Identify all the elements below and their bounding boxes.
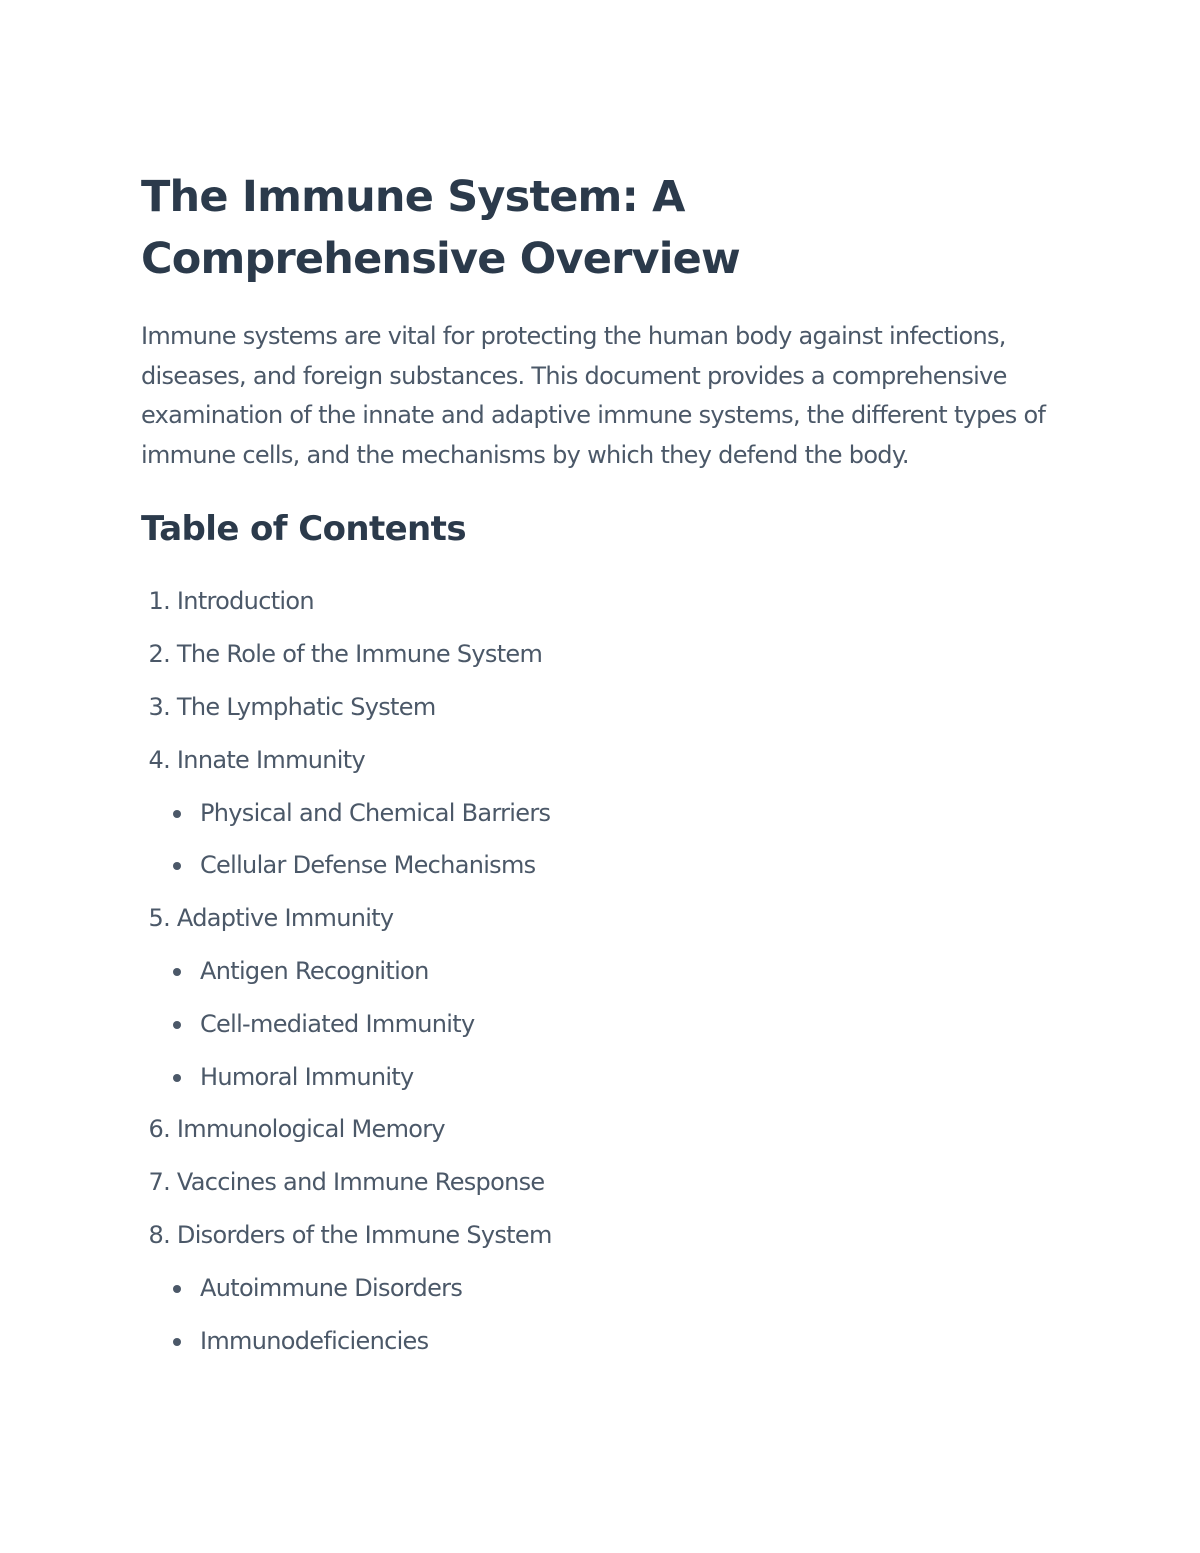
bullet-icon xyxy=(173,862,181,870)
toc-item-label: Introduction xyxy=(170,587,314,616)
toc-item xyxy=(141,1156,1061,1209)
toc-item-number: 8. xyxy=(148,1220,170,1249)
bullet-icon xyxy=(173,810,181,818)
toc-subitem xyxy=(141,945,1061,998)
toc-item-label: Immunological Memory xyxy=(170,1115,445,1144)
table-of-contents xyxy=(141,575,1061,1367)
toc-item-label: Disorders of the Immune System xyxy=(170,1220,552,1249)
bullet-icon xyxy=(173,1021,181,1029)
toc-subitem-label: Antigen Recognition xyxy=(200,956,429,985)
toc-item-number: 7. xyxy=(148,1168,170,1197)
toc-item-number: 3. xyxy=(148,692,170,721)
toc-item xyxy=(141,1209,1061,1262)
toc-item-number: 4. xyxy=(148,745,170,774)
toc-item-label: Adaptive Immunity xyxy=(170,904,394,933)
toc-subitem-label: Humoral Immunity xyxy=(200,1062,414,1091)
toc-item xyxy=(141,628,1061,681)
toc-item-number: 5. xyxy=(148,904,170,933)
toc-heading: Table of Contents xyxy=(141,509,466,550)
toc-subitem-label: Autoimmune Disorders xyxy=(200,1273,463,1302)
toc-subitem xyxy=(141,1262,1061,1315)
toc-subitem xyxy=(141,787,1061,840)
toc-item-label: The Role of the Immune System xyxy=(170,640,543,669)
toc-subitem-label: Cell-mediated Immunity xyxy=(200,1009,475,1038)
toc-item-label: The Lymphatic System xyxy=(170,692,436,721)
toc-item-number: 1. xyxy=(148,587,170,616)
bullet-icon xyxy=(173,1338,181,1346)
toc-subitem-label: Immunodeficiencies xyxy=(200,1326,429,1355)
toc-item-label: Innate Immunity xyxy=(170,745,365,774)
document-title: The Immune System: A Comprehensive Overview xyxy=(141,172,740,284)
toc-subitem xyxy=(141,1315,1061,1368)
document-page xyxy=(141,166,1061,1367)
toc-item xyxy=(141,575,1061,628)
bullet-icon xyxy=(173,968,181,976)
toc-item xyxy=(141,681,1061,734)
toc-item xyxy=(141,892,1061,945)
toc-item xyxy=(141,1103,1061,1156)
bullet-icon xyxy=(173,1285,181,1293)
bullet-icon xyxy=(173,1074,181,1082)
toc-item-number: 6. xyxy=(148,1115,170,1144)
toc-subitem-label: Physical and Chemical Barriers xyxy=(200,798,551,827)
toc-item-number: 2. xyxy=(148,640,170,669)
toc-subitem xyxy=(141,839,1061,892)
toc-subitem-label: Cellular Defense Mechanisms xyxy=(200,851,536,880)
toc-item-label: Vaccines and Immune Response xyxy=(170,1168,545,1197)
toc-item xyxy=(141,734,1061,787)
toc-subitem xyxy=(141,1051,1061,1104)
toc-subitem xyxy=(141,998,1061,1051)
intro-paragraph: Immune systems are vital for protecting the human body against infections, diseases, and foreign substances. This document provides a comprehensive examination of the innate and adaptive immune systems, the different types of immune cells, and the mechanisms by which they defend the body. xyxy=(141,322,1046,469)
